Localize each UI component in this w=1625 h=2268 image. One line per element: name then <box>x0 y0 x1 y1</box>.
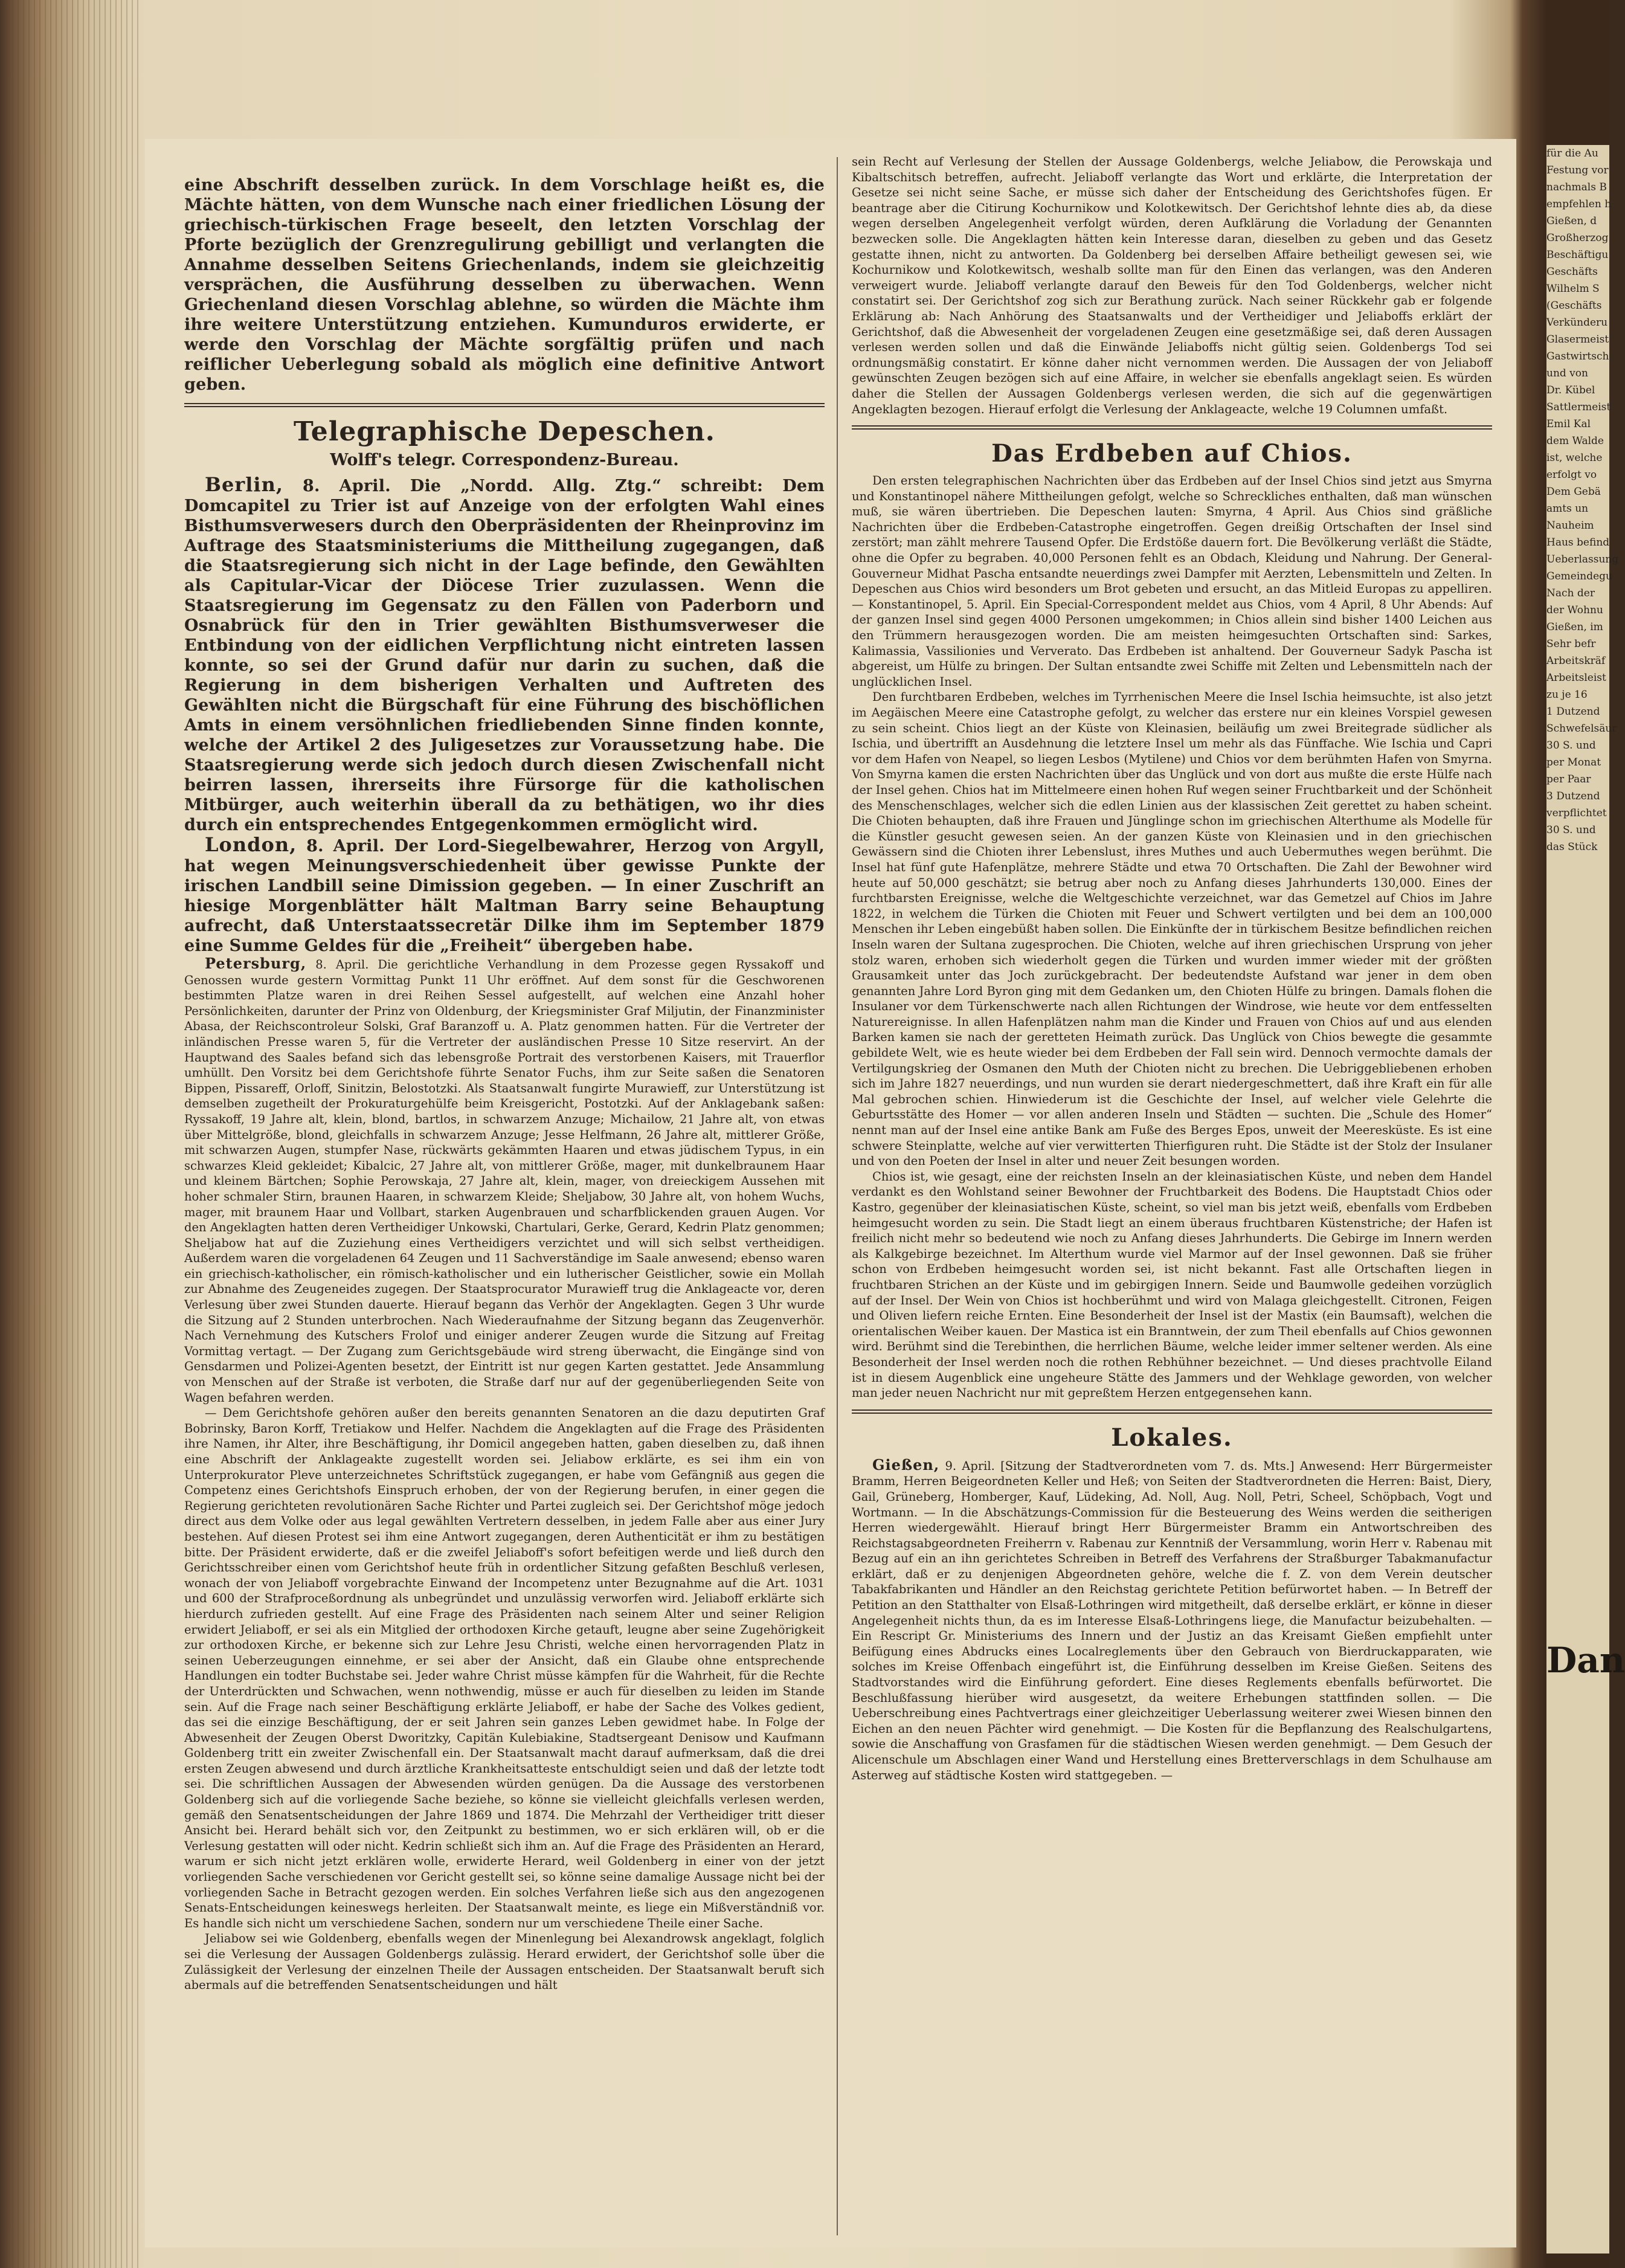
article-giessen <box>852 1457 1492 1783</box>
dateline-berlin: Berlin, <box>205 473 283 496</box>
next-page-line: Nauheim <box>1546 520 1594 532</box>
next-page-line: Gastwirtsch <box>1546 350 1609 362</box>
next-page-line: 30 S. und <box>1546 739 1596 752</box>
next-page-line: ist, welche <box>1546 452 1603 464</box>
section-title-lokales: Lokales. <box>1111 1423 1233 1452</box>
newspaper-page <box>145 139 1516 2247</box>
next-page-line: Schwefelsäur <box>1546 723 1617 735</box>
dateline-giessen: Gießen, <box>872 1455 940 1474</box>
chios-paragraph-1: Den ersten telegraphischen Nachrichten über das Erdbeben auf der Insel Chios sind jetzt aus Smyrna und Konstantinopel nähere Mittheilungen gefolgt, welche so Schreckliches enthalten, daß man wünschen muß, sie wären übertrieben. Die Depeschen lauten: Smyrna, 4 April. Aus Chios sind gräßliche Nachrichten über die Erdbeben-Catastrophe eingetroffen. Gegen dreißig Ortschaften der Insel sind zerstört; man zählt mehrere Tausend Opfer. Die Erdstöße dauern fort. Die Bevölkerung verläßt die Städte, ohne die Opfer zu begraben. 40,000 Personen fehlt es an Obdach, Kleidung und Nahrung. Der General-Gouverneur Midhat Pascha entsandte neuerdings zwei Dampfer mit Aerzten, Lebensmitteln und Zelten. In Depeschen aus Chios wird besonders um Brot gebeten und ersucht, an das Mitleid Europas zu appelliren. — Konstantinopel, 5. April. Ein Special-Correspondent meldet aus Chios, vom 4 April, 8 Uhr Abends: Auf der ganzen Insel sind gegen 4000 Personen umgekommen; in Chios allein sind bisher 1400 Leichen aus den Trümmern herausgezogen worden. Die am meisten heimgesuchten Ortschaften sind: Sarkes, Kalimassia, Vassilionies und Ververato. Das Erdbeben ist anhaltend. Der Gouverneur Sadyk Pascha ist abgereist, um Hülfe zu bringen. Der Sultan entsandte zwei Schiffe mit Zelten und Lebensmitteln nach der unglücklichen Insel. <box>852 474 1492 689</box>
next-page-line: erfolgt vo <box>1546 469 1597 481</box>
next-page-line: der Wohnu <box>1546 604 1603 616</box>
london-text: 8. April. Der Lord-Siegelbewahrer, Herzog von Argyll, hat wegen Meinungsverschiedenheit über gewisse Punkte der irischen Landbill seine Dimission gegeben. — In einer Zuschrift an hiesige Morgenblätter hält Maltman Barry seine Behauptung aufrecht, daß Unterstaatssecretär Dilke ihm im September 1879 eine Summe Geldes für die „Freiheit“ übergeben habe. <box>184 837 825 955</box>
next-page-line: 1 Dutzend <box>1546 706 1600 718</box>
next-page-line: Festung vor <box>1546 164 1609 176</box>
next-page-line: Arbeitsleist <box>1546 672 1606 684</box>
next-page-line: Beschäftigu <box>1546 249 1609 261</box>
article-petersburg <box>184 956 825 1405</box>
next-page-line: per Monat <box>1546 756 1601 768</box>
next-page-line: Nach der <box>1546 587 1595 599</box>
next-page-line: zu je 16 <box>1546 689 1588 701</box>
next-page-line: Glasermeist <box>1546 333 1609 346</box>
next-page-line: per Paar <box>1546 773 1591 785</box>
left-column <box>184 139 825 1993</box>
section-title-telegraphic: Telegraphische Depeschen. <box>294 416 715 447</box>
column-divider <box>837 157 838 2235</box>
next-page-line: Geschäfts <box>1546 266 1598 278</box>
article-london <box>184 835 825 956</box>
next-page-line: amts un <box>1546 503 1589 515</box>
next-page-line: 30 S. und <box>1546 824 1596 836</box>
section-subtitle-bureau: Wolff's telegr. Correspondenz-Bureau. <box>330 451 679 469</box>
next-page-line: Gemeindegu <box>1546 570 1612 582</box>
next-page-edge <box>1546 145 1625 2254</box>
book-page-edges <box>12 0 139 2268</box>
giessen-text: 9. April. [Sitzung der Stadtverordneten vom 7. ds. Mts.] Anwesend: Herr Bürgermeister Bramm, Herren Beigeordneten Keller und Heß; von Seiten der Stadtverordneten die Herren: Baist, Diery, Gail, Grüneberg, Homberger, Kauf, Lüdeking, Ad. Noll, Aug. Noll, Petri, Scheel, Schöpbach, Vogt und Wortmann. — In die Abschätzungs-Commission für die Besteuerung des Weins werden die seitherigen Herren wiedergewählt. Hierauf bringt Herr Bürgermeister Bramm ein Antwortschreiben des Reichstagsabgeordneten Freiherrn v. Rabenau zur Kenntniß der Versammlung, worin Herr v. Rabenau mit Bezug auf ein an ihn gerichtetes Schreiben in Betreff des Verfahrens der Straßburger Tabakmanufactur erklärt, daß er zu denjenigen Abgeordneten gehöre, welche die f. Z. von dem Verein deutscher Tabakfabrikanten und Händler an den Reichstag gerichtete Petition befürwortet haben. — In Betreff der Petition an den Statthalter von Elsaß-Lothringen wird mitgetheilt, daß derselbe erklärt, er könne in dieser Angelegenheit nichts thun, da es im Interesse Elsaß-Lothringens liege, die Manufactur beizubehalten. — Ein Rescript Gr. Ministeriums des Innern und der Justiz an das Kreisamt Gießen empfiehlt unter Beifügung eines Abdrucks eines Localreglements über den Gebrauch von Bierdruckapparaten, wie solches im Kreise Offenbach eingeführt ist, die Einführung desselben im Kreise Gießen. Seitens des Stadtvorstandes wird die Einführung gefordert. Eine dieses Reglements ebenfalls befürwortet. Die Beschlußfassung hierüber wird ausgesetzt, da weitere Erhebungen stattfinden sollen. — Die Ueberschreibung eines Pachtvertrags einer gleichzeitiger Ueberlassung weiterer zwei Wiesen binnen den Eichen an den neuen Pächter wird genehmigt. — Die Kosten für die Bepflanzung des Realschulgartens, sowie die Anschaffung von Grasfamen für die städtischen Wiesen werden genehmigt. — Dem Gesuch der Alicenschule um Abschlagen einer Wand und Herstellung eines Bretterverschlags in dem Schulhause am Asterweg auf städtische Kosten wird stattgegeben. — <box>852 1458 1492 1782</box>
middle-column <box>852 139 1492 1783</box>
next-page-line: Verkünderu <box>1546 317 1608 329</box>
dateline-petersburg: Petersburg, <box>205 955 307 972</box>
next-page-line: Dr. Kübel <box>1546 384 1595 396</box>
article-petersburg-continued: sein Recht auf Verlesung der Stellen der Aussage Goldenbergs, welche Jeliabow, die Perowskaja und Kibaltschitsch betreffen, aufrecht. Jeliaboff verlangte das Wort und erklärte, die Interpretation der Gesetze sei nicht seine Sache, er müsse sich daher der Entscheidung des Gerichtshofes fügen. Er beantrage aber die Citirung Kochurnikow und Kolotkewitsch. Der Gerichtshof lehnte dies ab, da diese wegen derselben Angelegenheit verfolgt würden, deren Aufklärung die Vorladung der Genannten bezwecken solle. Die Angeklagten hätten kein Interesse daran, dieselben zu geben und das Gesetz gestatte ihnen, nicht zu antworten. Da Goldenberg bei derselben Affaire betheiligt gewesen sei, wie Kochurnikow und Kolotkewitsch, weshalb sollte man für den Einen das verlangen, was den Anderen verweigert wurde. Jeliaboff verlangte darauf den Beweis für den Tod Goldenbergs, welcher nicht constatirt sei. Der Gerichtshof zog sich zur Berathung zurück. Nach seiner Rückkehr gab er folgende Erklärung ab: Nach Anhörung des Staatsanwalts und der Vertheidiger und Jeliaboffs erklärt der Gerichtshof, daß die Abwesenheit der vorgeladenen Zeugen eine gesetzmäßige sei, daß deren Aussagen verlesen werden sollen und daß die Einwände Jeliaboffs nicht gültig seien. Goldenbergs Tod sei ordnungsmäßig constatirt. Er könne daher nicht vernommen werden. Die Aussagen der von Jeliaboff gewünschten Zeugen bezögen sich auf eine Affaire, in welcher sie ebenfalls angeklagt seien. Es würden daher die Stellen der Aussagen Goldenbergs verlesen werden, die sich auf die gegenwärtigen Angeklagten bezogen. Hierauf erfolgt die Verlesung der Anklageacte, welche 19 Columnen umfaßt. <box>852 155 1492 416</box>
next-page-line: Wilhelm S <box>1546 283 1600 295</box>
next-page-line: verpflichtet <box>1546 807 1607 819</box>
next-page-line: (Geschäfts <box>1546 300 1602 312</box>
next-page-text <box>1546 145 1619 855</box>
next-page-line: Sattlermeist <box>1546 401 1611 413</box>
next-page-line: Dem Gebä <box>1546 486 1601 498</box>
next-page-line: Gießen, d <box>1546 215 1597 227</box>
next-page-line: 3 Dutzend <box>1546 790 1600 802</box>
petersburg-text: 8. April. Die gerichtliche Verhandlung in dem Prozesse gegen Ryssakoff und Genossen wurde gestern Vormittag Punkt 11 Uhr eröffnet. Auf dem sonst für die Geschworenen bestimmten Platze waren in drei Reihen Sessel aufgestellt, auf welchen eine Anzahl hoher Persönlichkeiten, darunter der Prinz von Oldenburg, der Kriegsminister Graf Miljutin, der Finanzminister Abasa, der Reichscontroleur Solski, Graf Baranzoff u. A. Platz genommen hatten. Für die Vertreter der inländischen Presse waren 5, für die Vertreter der ausländischen Presse 10 Sitze reservirt. An der Hauptwand des Saales befand sich das lebensgroße Portrait des verstorbenen Kaisers, mit Trauerflor umhüllt. Den Vorsitz bei dem Gerichtshofe führte Senator Fuchs, ihm zur Seite saßen die Senatoren Bippen, Pissareff, Orloff, Sinitzin, Belostotzki. Als Staatsanwalt fungirte Murawieff, zur Unterstützung ist demselben zugetheilt der Prokuraturgehülfe beim Kreisgericht, Postotzki. Auf der Anklagebank saßen: Ryssakoff, 19 Jahre alt, klein, blond, bartlos, in schwarzem Anzuge; Michailow, 21 Jahre alt, von etwas über Mittelgröße, blond, gleichfalls in schwarzem Anzuge; Jesse Helfmann, 26 Jahre alt, mittlerer Größe, mit schwarzen Augen, stumpfer Nase, rückwärts gekämmten Haaren und etwas jüdischem Typus, in ein schwarzes Kleid gekleidet; Kibalcic, 27 Jahre alt, von mittlerer Größe, mager, mit dunkelbraunem Haar und kleinem Bärtchen; Sophie Perowskaja, 27 Jahre alt, klein, mager, von dreieckigem Aussehen mit hoher schmaler Stirn, braunen Haaren, in schwarzem Kleide; Sheljabow, 30 Jahre alt, von hohem Wuchs, mager, mit braunem Haar und Vollbart, starken Augenbrauen und scharfblickenden grauen Augen. Vor den Angeklagten hatten deren Vertheidiger Unkowski, Chartulari, Gerke, Gerard, Kedrin Platz genommen; Sheljabow hat auf die Zuziehung eines Vertheidigers verzichtet und will sich selbst vertheidigen. Außerdem waren die vorgeladenen 64 Zeugen und 11 Sachverständige im Saale anwesend; ebenso waren ein griechisch-katholischer, ein römisch-katholischer und ein lutherischer Geistlicher, sowie ein Mollah zur Abnahme des Zeugeneides zugegen. Der Staatsprocurator Murawieff trug die Anklageacte vor, deren Verlesung über zwei Stunden dauerte. Hierauf begann das Verhör der Angeklagten. Gegen 3 Uhr wurde die Sitzung auf 2 Stunden unterbrochen. Nach Wiederaufnahme der Sitzung begann das Zeugenverhör. Nach Vernehmung des Kutschers Frolof und einiger anderer Zeugen wurde die Sitzung auf Freitag Vormittag vertagt. — Der Zugang zum Gerichtsgebäude wird streng überwacht, die Eingänge sind von Gensdarmen und Polizei-Agenten besetzt, der Eintritt ist nur gegen Karten gestattet. Jede Ansammlung von Menschen auf der Straße ist verboten, die Straße darf nur auf der gegenüberliegenden Seite von Wagen befahren werden. <box>184 958 825 1405</box>
chios-paragraph-3: Chios ist, wie gesagt, eine der reichsten Inseln an der kleinasiatischen Küste, und neben dem Handel verdankt es den Wohlstand seiner Bewohner der Fruchtbarkeit des Bodens. Die Hauptstadt Chios oder Kastro, gegenüber der kleinasiatischen Küste, scheint, so viel man bis jetzt weiß, ebenfalls vom Erdbeben heimgesucht worden zu sein. Die Stadt liegt an einem überaus fruchtbaren Küstenstriche; der Hafen ist freilich nicht mehr so bedeutend wie noch zu Anfang dieses Jahrhunderts. Die Gebirge im Innern werden als Kalkgebirge bezeichnet. Im Alterthum wurde viel Marmor auf der Insel gewonnen. Daß sie früher schon von Erdbeben heimgesucht worden sei, ist nicht bekannt. Fast alle Ortschaften liegen in fruchtbaren Strichen an der Küste und im gebirgigen Innern. Seide und Baumwolle gedeihen vorzüglich auf der Insel. Der Wein von Chios ist hochberühmt und wird von Malaga gleichgestellt. Citronen, Feigen und Oliven liefern reiche Ernten. Eine Besonderheit der Insel ist der Mastix (ein Baumsaft), welchen die orientalischen Weiber kauen. Der Mastica ist ein Branntwein, der zum Theil ebenfalls auf Chios gewonnen wird. Berühmt sind die Terebinthen, die herrlichen Bäume, welche leider immer seltener werden. Als eine Besonderheit der Insel werden noch die rothen Rebhühner bezeichnet. — Und dieses prachtvolle Eiland ist in diesem Augenblick eine ungeheure Stätte des Jammers und der Wehklage geworden, von welcher man jeder neuen Nachricht nur mit gepreßtem Herzen entgegensehen kann. <box>852 1169 1492 1400</box>
next-page-line: nachmals B <box>1546 181 1607 193</box>
section-rule <box>852 425 1492 430</box>
section-rule <box>852 1409 1492 1414</box>
article-petersburg-cont: — Dem Gerichtshofe gehören außer den bereits genannten Senatoren an die dazu deputirten Graf Bobrinsky, Baron Korff, Tretiakow und Helfer. Nachdem die Angeklagten auf die Frage des Präsidenten ihre Namen, ihr Alter, ihre Beschäftigung, ihr Domicil angegeben hatten, gaben dieselben zu, daß ihnen eine Abschrift der Anklageakte zugestellt worden sei. Jeliabow erklärte, es sei ihm ein von Unterprokurator Pleve unterzeichnetes Schriftstück zugegangen, er habe vom Gefängniß aus gegen die Competenz eines Gerichtshofs Einspruch erhoben, der von der Regierung berufen, in einer gegen die Regierung gerichteten revolutionären Sache Richter und Partei zugleich sei. Der Gerichtshof möge jedoch direct aus dem Volke oder aus legal gewählten Vertretern desselben, in jedem Falle aber aus einer Jury bestehen. Auf diesen Protest sei ihm eine Antwort zugegangen, deren Authenticität er ihm zu bestätigen bitte. Der Präsident erwiderte, daß er die zweifel Jeliaboff's sofort befeitigen werde und ließ durch den Gerichtsschreiber einen vom Gerichtshof heute früh in ordentlicher Sitzung gefaßten Beschluß verlesen, wonach der von Jeliaboff vorgebrachte Einwand der Incompetenz unter Bezugnahme auf die Art. 1031 und 600 der Strafproceßordnung als unbegründet und unzulässig verworfen wird. Jeliaboff erklärte sich hierdurch zufrieden gestellt. Auf eine Frage des Präsidenten nach seinem Alter und seiner Religion erwidert Jeliaboff, er sei als ein Mitglied der orthodoxen Kirche getauft, leugne aber seine Zugehörigkeit zur orthodoxen Kirche, er bekenne sich zur Lehre Jesu Christi, welche einen hervorragenden Platz in seinen Ueberzeugungen einnehme, er sei aber der Ansicht, daß ein Glaube ohne entsprechende Handlungen ein todter Buchstabe sei. Jeder wahre Christ müsse kämpfen für die Wahrheit, für die Rechte der Unterdrückten und Schwachen, wenn nothwendig, müsse er auch für dieselben zu leiden im Stande sein. Auf die Frage nach seiner Beschäftigung erklärte Jeliaboff, er habe der Sache des Volkes gedient, das sei die einzige Beschäftigung, der er seit Jahren sein ganzes Leben gewidmet habe. In Folge der Abwesenheit der Zeugen Oberst Dworitzky, Capitän Kulebiakine, Stadtsergeant Denisow und Kaufmann Goldenberg tritt ein zweiter Zwischenfall ein. Der Staatsanwalt macht darauf aufmerksam, daß die drei ersten Zeugen abwesend und durch ärztliche Krankheitsatteste entschuldigt seien und daß der letzte todt sei. Die schriftlichen Aussagen der Abwesenden würden genügen. Da die Aussage des verstorbenen Goldenberg sich auf die vorliegende Sache beziehe, so könne sie vielleicht gleichfalls verlesen werden, gemäß den Senatsentscheidungen der Jahre 1869 und 1874. Die Mehrzahl der Vertheidiger tritt dieser Ansicht bei. Herard behält sich vor, den Zeitpunkt zu bestimmen, wo er sich erklären will, ob er die Verlesung gestatten will oder nicht. Kedrin schließt sich ihm an. Auf die Frage des Präsidenten an Herard, warum er sich nicht jetzt erklären wolle, erwiderte Herard, weil Goldenberg in einer von der jetzt vorliegenden Sache verschiedenen vor Gericht gestellt sei, so könne seine damalige Aussage nicht bei der vorliegenden Sache in Betracht gezogen werden. Ein solches Verfahren ließe sich aus den angezogenen Senats-Entscheidungen keineswegs herleiten. Der Staatsanwalt meinte, es liege ein Mißverständniß vor. Es handle sich nicht um verschiedene Sachen, sondern nur um verschiedene Theile einer Sache. <box>184 1406 825 1930</box>
section-title-chios: Das Erdbeben auf Chios. <box>991 439 1353 468</box>
berlin-text: 8. April. Die „Nordd. Allg. Ztg.“ schreibt: Dem Domcapitel zu Trier ist auf Anzeige von der erfolgten Wahl eines Bisthumsverwesers durch den Oberpräsidenten der Rheinprovinz im Auftrage des Staatsministeriums die Mittheilung zugegangen, daß die Staatsregierung sich nicht in der Lage befinde, den Gewählten als Capitular-Vicar der Diöcese Trier zuzulassen. Wenn die Staatsregierung im Gegensatz zu den Fällen von Paderborn und Osnabrück für den in Trier gewählten Bisthumsverweser die Entbindung von der eidlichen Verpflichtung nicht eintreten lassen konnte, so sei der Grund dafür nur darin zu suchen, daß die Regierung in dem bisherigen Verhalten und Auftreten des Gewählten nicht die Bürgschaft für eine Führung des bischöflichen Amts in einem versöhnlichen friedliebenden Sinne finden konnte, welche der Artikel 2 des Juligesetzes zur Voraussetzung habe. Die Staatsregierung werde sich jedoch durch diesen Zwischenfall nicht beirren lassen, ihrerseits ihre Fürsorge für die katholischen Mitbürger, auch weiterhin überall da zu bethätigen, wo ihr dies durch ein entsprechendes Entgegenkommen ermöglicht wird. <box>184 477 825 834</box>
next-page-line: Gießen, im <box>1546 621 1603 633</box>
next-page-line: Arbeitskräf <box>1546 655 1606 667</box>
article-petersburg-end: Jeliabow sei wie Goldenberg, ebenfalls wegen der Minenlegung bei Alexandrowsk angeklagt, folglich sei die Verlesung der Aussagen Goldenbergs zulässig. Herard erwidert, der Gerichtshof solle über die Zulässigkeit der Verlesung der einzelnen Theile der Aussagen entscheiden. Der Staatsanwalt beruft sich abermals auf die betreffenden Senatsentscheidungen und hält <box>184 1931 825 1993</box>
next-page-advert: Dan <box>1546 1640 1625 1681</box>
chios-paragraph-2: Den furchtbaren Erdbeben, welches im Tyrrhenischen Meere die Insel Ischia heimsuchte, ist also jetzt im Aegäischen Meere eine Catastrophe gefolgt, zu welcher das erstere nur ein kleines Vorspiel gewesen zu sein scheint. Chios liegt an der Küste von Kleinasien, beiläufig um zwei Breitegrade südlicher als Ischia, und übertrifft an Ausdehnung die letztere Insel um mehr als das Fünffache. Wie Ischia und Capri vor dem Hafen von Neapel, so liegen Lesbos (Mytilene) und Chios vor dem berühmten Hafen von Smyrna. Von Smyrna kamen die ersten Nachrichten über das Unglück und von dort aus mußte die erste Hülfe nach der Insel gehen. Chios hat im Mittelmeere einen hohen Ruf wegen seiner Fruchtbarkeit und der Schönheit des Menschenschlages, welcher sich die edlen Linien aus der klassischen Zeit gerettet zu haben scheint. Die Chioten behaupten, daß ihre Frauen und Jünglinge schon im griechischen Alterthume als Modelle für die Künstler gesucht gewesen seien. An der ganzen Küste von Kleinasien und in den griechischen Gewässern sind die Chioten ihrer Lebenslust, ihres Muthes und auch Uebermuthes wegen berühmt. Die Insel hat fünf gute Hafenplätze, mehrere Städte und etwa 70 Ortschaften. Die Zahl der Bewohner wird heute auf 50,000 geschätzt; sie betrug aber noch zu Anfang dieses Jahrhunderts 130,000. Eines der furchtbarsten Ereignisse, welche die Weltgeschichte verzeichnet, war das Gemetzel auf Chios im Jahre 1822, in welchem die Türken die Chioten mit Feuer und Schwert vertilgten und bei dem an 100,000 Menschen ihr Leben eingebüßt haben sollen. Die Einkünfte der in türkischem Besitze befindlichen reichen Inseln waren der Sultana zugesprochen. Die Chioten, welche auf ihren griechischen Ursprung von jeher stolz waren, erhoben sich wiederholt gegen die Türken und wurden immer wieder mit der größten Grausamkeit unter das Joch zurückgebracht. Der bedeutendste Aufstand war jener in dem oben genannten Jahre Lord Byron ging mit dem Gedanken um, den Chioten Hülfe zu bringen. Damals flohen die Insulaner vor dem Türkenschwerte nach allen Richtungen der Windrose, wie heute vor dem entfesselten Naturereignisse. In allen Hafenplätzen nahm man die Kinder und Frauen von Chios auf und aus elenden Barken kamen sie nach der geretteten Heimath zurück. Das Unglück von Chios bewegte die gesammte gebildete Welt, wie es heute wieder bei dem Erdbeben der Fall sein wird. Dennoch vermochte damals der Vertilgungskrieg der Osmanen den Muth der Chioten nicht zu brechen. Die Uebriggebliebenen erhoben sich im Jahre 1827 neuerdings, und nun wurden sie derart niedergeschmettert, daß ihre Kraft ein für alle Mal gebrochen schien. Hinwiederum ist die Geschichte der Insel, auf welcher viele Gelehrte die Geburtsstätte des Homer — vor allen anderen Inseln und Städten — suchten. Die „Schule des Homer“ nennt man auf der Insel eine antike Bank am Fuße des Berges Epos, unweit der Meeresküste. Es ist eine schwere Steinplatte, welche auf vier verwitterten Thierfiguren ruht. Die Städte ist der Stolz der Insulaner und von den Poeten der Insel in alter und neuer Zeit besungen worden. <box>852 690 1492 1168</box>
next-page-line: empfehlen h <box>1546 198 1612 210</box>
next-page-line: Großherzog <box>1546 232 1609 244</box>
next-page-line: Haus befind <box>1546 536 1610 549</box>
article-berlin <box>184 475 825 835</box>
intro-paragraph: eine Abschrift desselben zurück. In dem Vorschlage heißt es, die Mächte hätten, von dem Wunsche nach einer friedlichen Lösung der griechisch-türkischen Frage beseelt, den letzten Vorschlag der Pforte bezüglich der Grenzregulirung gebilligt und verlangten die Annahme desselben Seitens Griechenlands, indem sie gleichzeitig versprächen, die Ausführung desselben zu überwachen. Wenn Griechenland diesen Vorschlag ablehne, so würden die Mächte ihm ihre weitere Unterstützung entziehen. Kumunduros erwiderte, er werde den Vorschlag der Mächte sorgfältig prüfen und nach reiflicher Ueberlegung sobald als möglich eine definitive Antwort geben. <box>184 176 825 394</box>
dateline-london: London, <box>205 833 297 856</box>
next-page-line: Sehr befr <box>1546 638 1596 650</box>
next-page-line: und von <box>1546 367 1588 379</box>
next-page-line: für die Au <box>1546 147 1598 159</box>
section-rule <box>184 403 825 407</box>
next-page-line: dem Walde <box>1546 435 1604 447</box>
next-page-line: Emil Kal <box>1546 418 1591 430</box>
next-page-line: Ueberlassung <box>1546 553 1619 565</box>
next-page-line: das Stück <box>1546 841 1598 853</box>
